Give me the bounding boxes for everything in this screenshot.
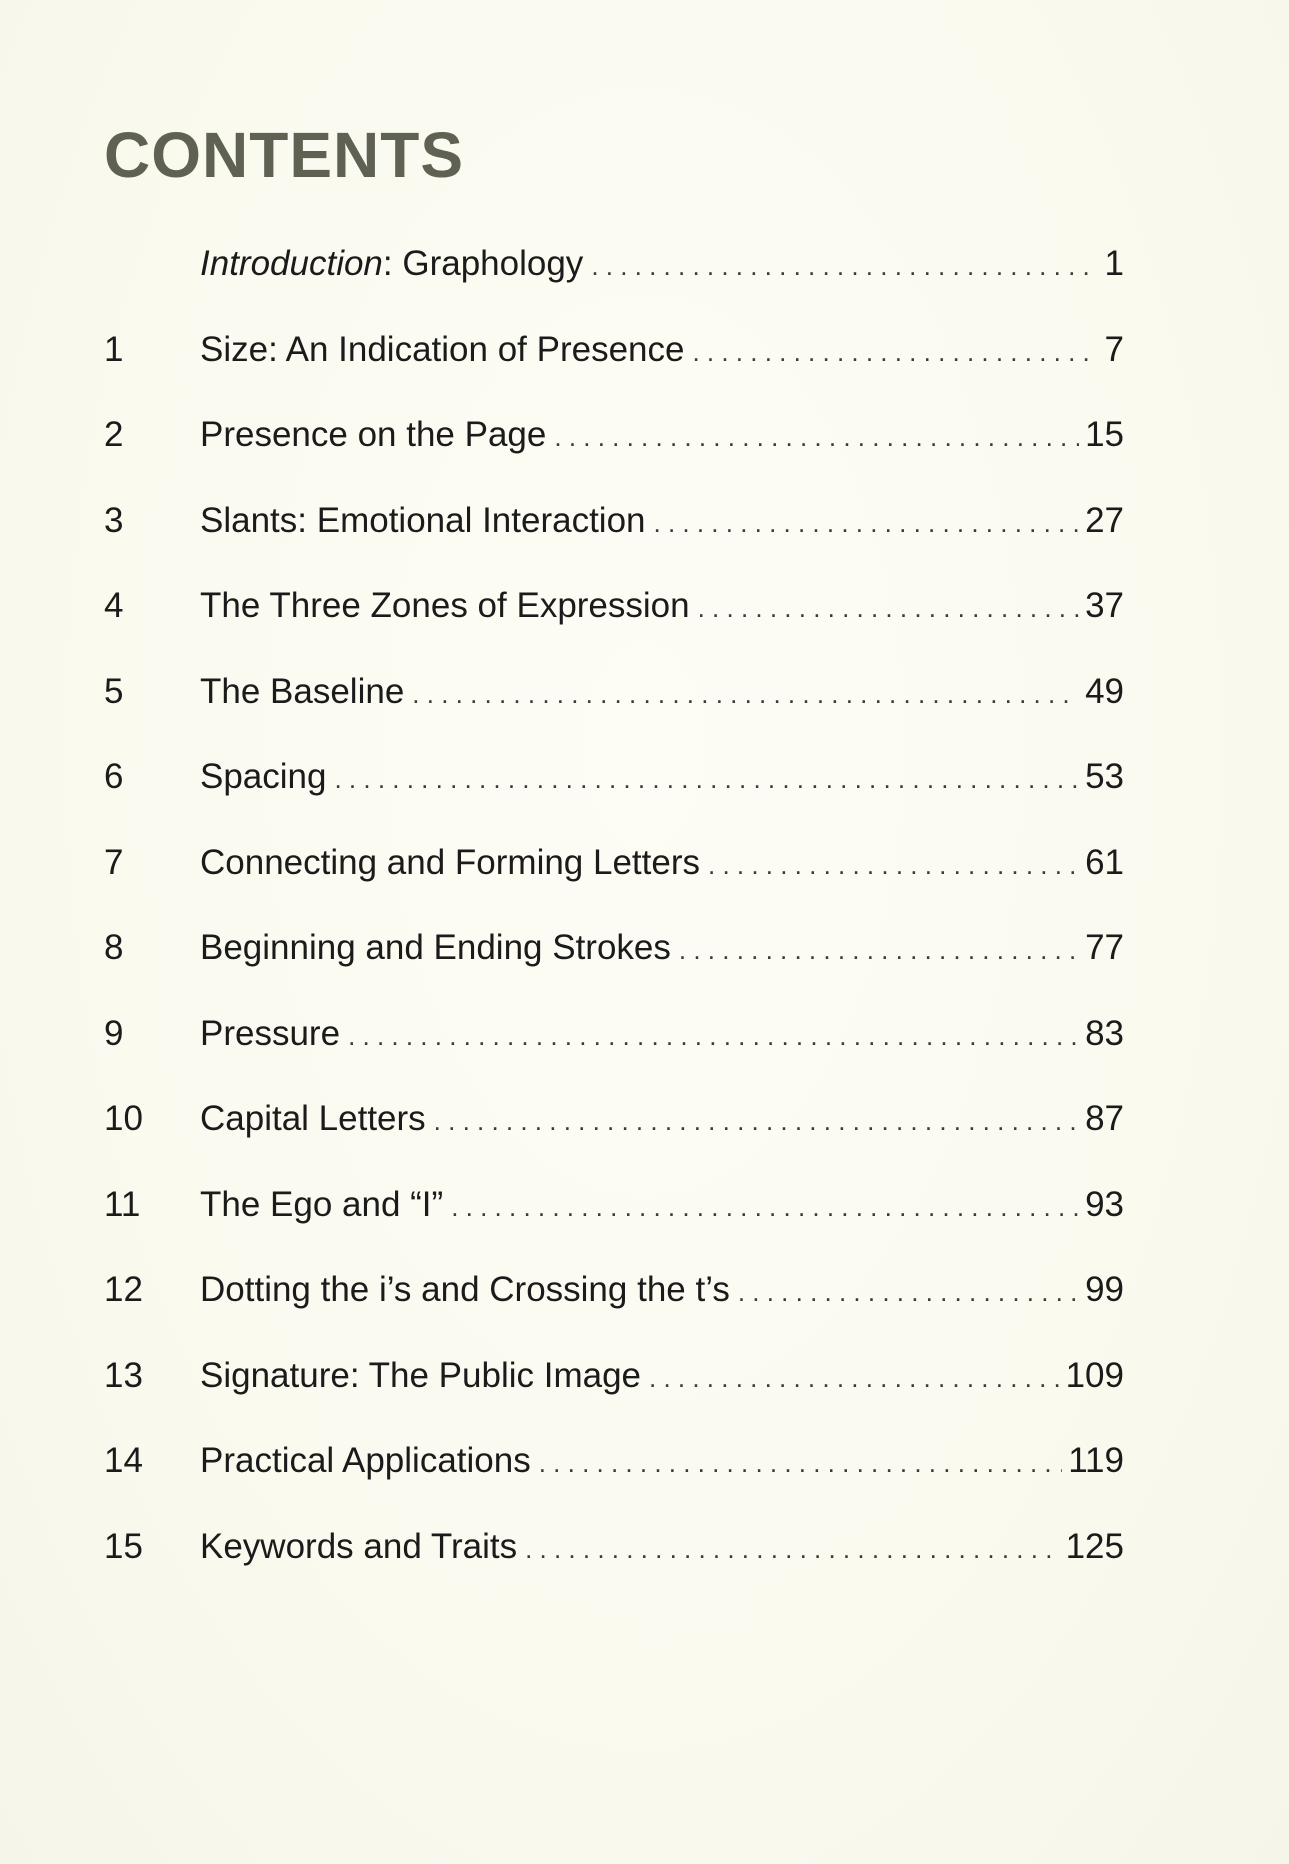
toc-entry-3 <box>104 501 1124 587</box>
dot-leader <box>334 759 1079 799</box>
toc-entry-page: 15 <box>1085 415 1124 454</box>
dot-leader <box>591 246 1088 286</box>
toc-entry-title: Keywords and Traits <box>200 1526 518 1566</box>
toc-entry-12 <box>104 1270 1124 1356</box>
toc-entry-title: The Three Zones of Expression <box>200 586 690 625</box>
toc-entry-page: 77 <box>1085 928 1124 967</box>
toc-entry-title: Slants: Emotional Interaction <box>200 500 646 540</box>
toc-entry-title: Presence on the Page <box>200 415 547 454</box>
toc-entry-number: 14 <box>104 1441 143 1480</box>
toc-entry-2 <box>104 415 1124 501</box>
toc-entry-number: 4 <box>104 586 124 625</box>
dot-leader <box>738 1272 1079 1312</box>
toc-entry-title: Practical Applications <box>200 1441 531 1480</box>
toc-entry-title <box>200 244 583 284</box>
dot-leader <box>698 588 1079 628</box>
toc-entry-title: Signature: The Public Image <box>200 1355 642 1395</box>
toc-entry-page: 125 <box>1065 1526 1124 1566</box>
toc-entry-number: 7 <box>104 842 124 882</box>
toc-entry-number: 8 <box>104 928 124 967</box>
toc-entry-number: 3 <box>104 500 124 540</box>
toc-entry-9 <box>104 1014 1124 1100</box>
toc-entry-introduction <box>104 244 1124 330</box>
toc-entry-6 <box>104 757 1124 843</box>
dot-leader <box>692 332 1088 372</box>
introduction-label: Introduction <box>200 244 383 283</box>
toc-entry-5 <box>104 672 1124 758</box>
dot-leader <box>554 417 1079 457</box>
toc-entry-title: Size: An Indication of Presence <box>200 329 685 369</box>
toc-entry-title: Dotting the i’s and Crossing the t’s <box>200 1270 730 1309</box>
toc-entry-number: 10 <box>104 1099 143 1138</box>
dot-leader <box>434 1101 1079 1141</box>
toc-entry-13 <box>104 1356 1124 1442</box>
toc-entry-11 <box>104 1185 1124 1271</box>
dot-leader <box>525 1529 1060 1569</box>
toc-entry-7 <box>104 843 1124 929</box>
toc-entry-number: 12 <box>104 1270 143 1309</box>
toc-entry-page: 53 <box>1085 757 1124 796</box>
toc-entry-number: 6 <box>104 757 124 796</box>
toc-entry-page: 99 <box>1085 1270 1124 1309</box>
toc-entry-number: 11 <box>104 1184 141 1224</box>
toc-entry-page: 119 <box>1068 1441 1124 1480</box>
table-of-contents <box>104 244 1124 1612</box>
dot-leader <box>412 674 1079 714</box>
toc-entry-page: 7 <box>1104 329 1124 369</box>
toc-entry-title: Connecting and Forming Letters <box>200 842 700 882</box>
toc-entry-title: Spacing <box>200 757 327 796</box>
toc-entry-8 <box>104 928 1124 1014</box>
toc-entry-number: 15 <box>104 1526 143 1566</box>
toc-entry-4 <box>104 586 1124 672</box>
toc-entry-title: The Baseline <box>200 671 405 711</box>
toc-entry-page: 87 <box>1085 1099 1124 1138</box>
introduction-subject: : Graphology <box>382 244 584 283</box>
dot-leader <box>654 503 1080 543</box>
toc-entry-1 <box>104 330 1124 416</box>
toc-entry-14 <box>104 1441 1124 1527</box>
toc-entry-number: 9 <box>104 1013 124 1053</box>
toc-entry-10 <box>104 1099 1124 1185</box>
toc-entry-page: 37 <box>1085 586 1124 625</box>
dot-leader <box>451 1187 1079 1227</box>
dot-leader <box>679 930 1079 970</box>
dot-leader <box>539 1443 1062 1483</box>
toc-entry-title: Beginning and Ending Strokes <box>200 928 671 967</box>
toc-entry-number: 2 <box>104 415 124 454</box>
toc-entry-page: 49 <box>1085 671 1124 711</box>
toc-entry-title: Pressure <box>200 1013 341 1053</box>
toc-entry-page: 1 <box>1104 244 1124 283</box>
toc-entry-page: 109 <box>1065 1355 1124 1395</box>
dot-leader <box>649 1358 1060 1398</box>
toc-entry-title: The Ego and “I” <box>200 1184 444 1224</box>
toc-entry-number: 13 <box>104 1355 143 1395</box>
toc-entry-number: 1 <box>104 329 124 369</box>
dot-leader <box>708 845 1079 885</box>
toc-entry-page: 83 <box>1085 1013 1124 1053</box>
toc-entry-title: Capital Letters <box>200 1099 426 1138</box>
toc-entry-page: 61 <box>1085 842 1124 882</box>
contents-heading: CONTENTS <box>104 119 464 191</box>
dot-leader <box>348 1016 1079 1056</box>
toc-entry-number: 5 <box>104 671 124 711</box>
toc-entry-page: 27 <box>1085 500 1124 540</box>
toc-entry-page: 93 <box>1085 1184 1124 1224</box>
toc-entry-15 <box>104 1527 1124 1613</box>
